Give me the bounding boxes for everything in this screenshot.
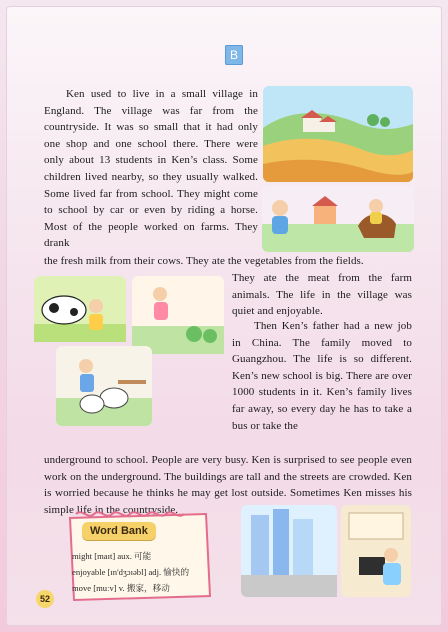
section-badge: B	[225, 45, 243, 65]
word-bank	[64, 508, 214, 604]
paragraph-2-right: Then Ken’s father had a new job in China. The family moved to Guangzhou. The life is so different. Ken’s new school is big. There are over 1000 students in it. Ken’s family lives far away, so every day he has to take a bus or take the	[232, 320, 412, 432]
children-walking-and-riding-illustration	[262, 186, 414, 252]
page-number: 52	[36, 590, 54, 608]
city-and-underground-illustration	[241, 505, 411, 597]
paragraph-1-left: Ken used to live in a small village in England. The village was far from the countryside. It was so small that it had only one shop and one school there. There were only about 13 students in Ken’s class. Some children lived nearby, so they usually walked. Some lived far from school. They might come to school by car or even by riding a horse. Most of the people worked on farms. They drank	[44, 88, 258, 250]
paragraph-2-fullwidth: underground to school. People are very busy. Ken is surprised to see people even work on the underground. The buildings are tall and the streets are crowded. Ken is worried because he thinks he may get lost outside. Sometimes Ken misses his simple life in the countryside.	[44, 454, 412, 516]
sheep-illustration	[56, 346, 152, 426]
village-illustration	[263, 86, 413, 182]
paragraph-1-right: They ate the meat from the farm animals. The life in the village was quiet and enjoyable.	[232, 272, 412, 318]
word-entry: enjoyable [ɪn'dʒɔɪəbl] adj. 愉快的	[72, 567, 190, 577]
word-entry: might [maɪt] aux. 可能	[72, 551, 152, 561]
paragraph-1-fullwidth-line: the fresh milk from their cows. They ate the vegetables from the fields.	[44, 255, 364, 267]
word-bank-title: Word Bank	[82, 522, 156, 540]
word-entry: move [muːv] v. 搬家，移动	[72, 583, 170, 593]
